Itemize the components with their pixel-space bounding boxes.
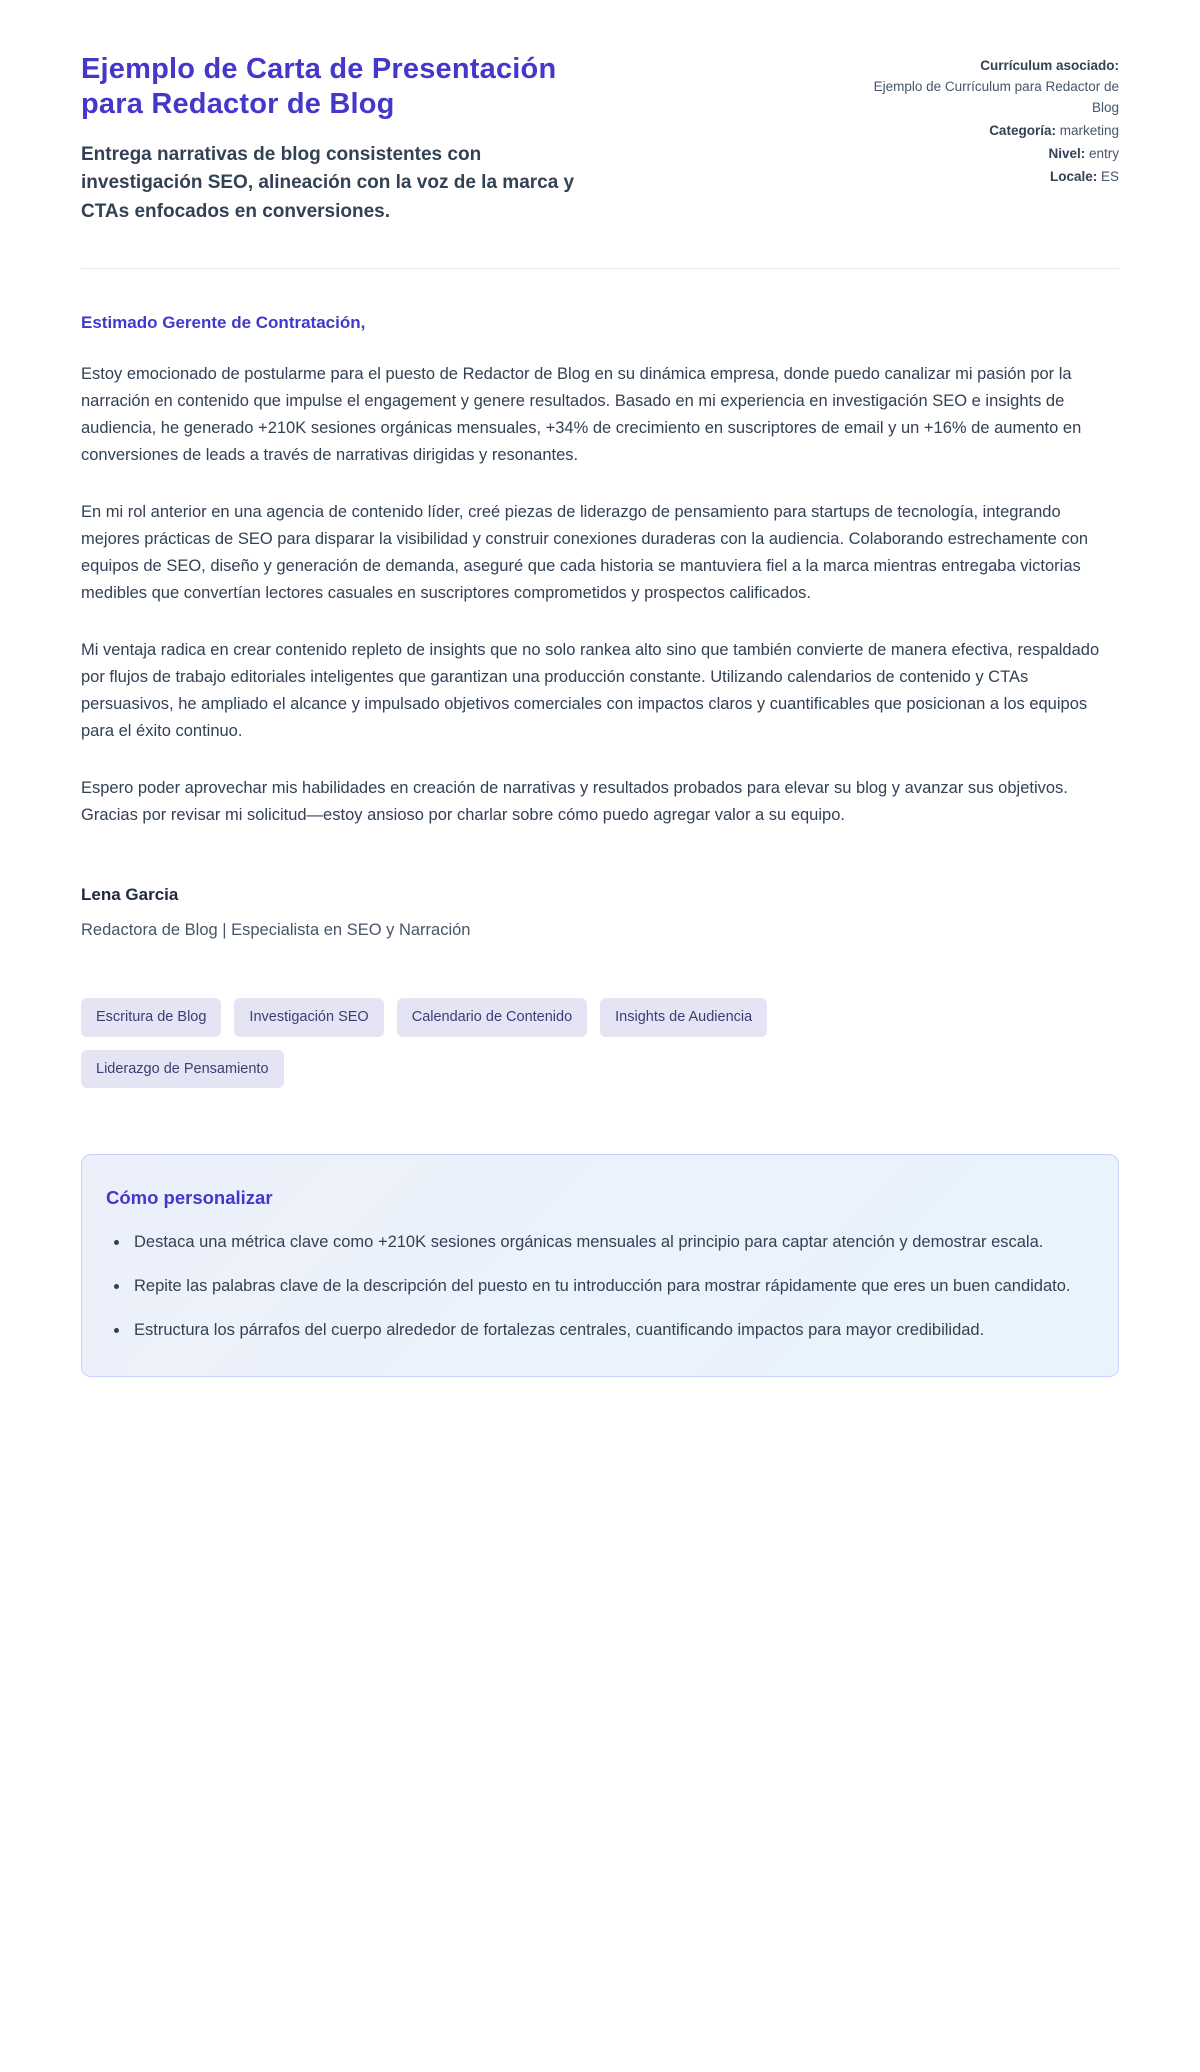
letter-paragraph: En mi rol anterior en una agencia de contenido líder, creé piezas de liderazgo de pensamiento para startups de tecnología, integrando mejores prácticas de SEO para disparar la visibilidad y construir conexiones duraderas con la audiencia. Colaborando estrechamente con equipos de SEO, diseño y generación de demanda, aseguré que cada historia se mantuviera fiel a la marca mientras entregaba victorias medibles que convertían lectores casuales en suscriptores comprometidos y prospectos calificados.	[81, 503, 1089, 603]
meta-locale-label: Locale:	[1049, 168, 1098, 184]
meta-level-row	[864, 144, 1119, 165]
tip-item: • Destaca una métrica clave como +210K sesiones orgánicas mensuales al principio para captar atención y demostrar escala.	[130, 1229, 1088, 1256]
meta-panel	[864, 52, 1119, 190]
tip-item: • Repite las palabras clave de la descripción del puesto en tu introducción para mostrar rápidamente que eres un buen candidato.	[130, 1273, 1088, 1300]
meta-category-label: Categoría:	[989, 122, 1056, 138]
page-title: Ejemplo de Carta de Presentación para Redactor de Blog	[81, 53, 557, 121]
skill-tag: Calendario de Contenido	[397, 998, 587, 1037]
meta-resume-label: Currículum asociado:	[980, 58, 1119, 73]
meta-category-row	[864, 121, 1119, 142]
meta-locale-value: ES	[1100, 168, 1119, 184]
meta-resume-value: Ejemplo de Currículum para Redactor de Blog	[873, 78, 1119, 115]
tip-item: • Estructura los párrafos del cuerpo alrededor de fortalezas centrales, cuantificando impactos para mayor credibilidad.	[130, 1317, 1088, 1344]
meta-level-label: Nivel:	[1048, 145, 1086, 161]
header	[81, 52, 1119, 226]
letter-paragraph: Estoy emocionado de postularme para el puesto de Redactor de Blog en su dinámica empresa, donde puedo canalizar mi pasión por la narración en contenido que impulse el engagement y genere resultados. Basado en mi experiencia en investigación SEO e insights de audiencia, he generado +210K sesiones orgánicas mensuales, +34% de crecimiento en suscriptores de email y un +16% de aumento en conversiones de leads a través de narrativas dirigidas y resonantes.	[81, 365, 1082, 465]
meta-locale-row	[864, 167, 1119, 188]
page-subtitle: Entrega narrativas de blog consistentes con investigación SEO, alineación con la voz de la marca y CTAs enfocados en conversiones.	[81, 143, 575, 222]
letter-paragraph: Mi ventaja radica en crear contenido repleto de insights que no solo rankea alto sino que también convierte de manera efectiva, respaldado por flujos de trabajo editoriales inteligentes que garantizan una producción constante. Utilizando calendarios de contenido y CTAs persuasivos, he ampliado el alcance y impulsado objetivos comerciales con impactos claros y cuantificables que posicionan a los equipos para el éxito continuo.	[81, 641, 1100, 741]
letter-greeting: Estimado Gerente de Contratación,	[81, 313, 366, 333]
signature-role: Redactora de Blog | Especialista en SEO y Narración	[81, 921, 471, 940]
header-title-block	[81, 52, 824, 226]
skill-tags	[81, 998, 881, 1088]
tips-list	[106, 1229, 1088, 1344]
customize-tips-callout	[81, 1154, 1119, 1377]
skill-tag: Insights de Audiencia	[600, 998, 767, 1037]
meta-level-value: entry	[1088, 145, 1119, 161]
signature-name: Lena Garcia	[81, 885, 179, 905]
skill-tag: Liderazgo de Pensamiento	[81, 1050, 284, 1089]
letter-body	[81, 313, 1119, 940]
tips-title: Cómo personalizar	[106, 1187, 273, 1209]
skill-tag: Escritura de Blog	[81, 998, 221, 1037]
meta-resume-row	[864, 56, 1119, 119]
letter-paragraph: Espero poder aprovechar mis habilidades en creación de narrativas y resultados probados para elevar su blog y avanzar sus objetivos. Gracias por revisar mi solicitud—estoy ansioso por charlar sobre cómo puedo agregar valor a su equipo.	[81, 779, 1068, 825]
header-divider	[81, 268, 1119, 269]
meta-category-value: marketing	[1059, 122, 1119, 138]
skill-tag: Investigación SEO	[234, 998, 383, 1037]
